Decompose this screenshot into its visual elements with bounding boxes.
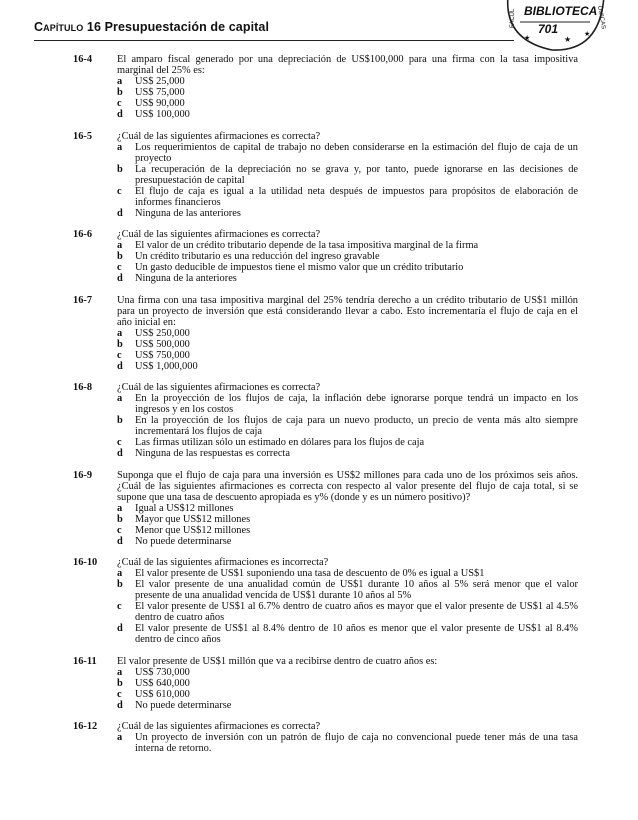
option-text: US$ 25,000: [135, 76, 185, 87]
option-c: [117, 262, 578, 273]
option-letter: d: [117, 448, 123, 459]
chapter-title: Presupuestación de capital: [104, 20, 270, 34]
option-b: [117, 339, 578, 350]
option-letter: c: [117, 437, 122, 448]
question-16-9: [73, 470, 578, 547]
option-c: [117, 525, 578, 536]
option-d: [117, 623, 578, 645]
option-text: US$ 75,000: [135, 87, 185, 98]
option-text: La recuperación de la depreciación no se grava y, por tanto, puede ignorarse en las decisiones de presupuestación de capital: [135, 163, 578, 186]
question-16-11: [73, 656, 578, 711]
question-number: 16-5: [73, 130, 93, 142]
question-number: 16-10: [73, 557, 98, 568]
option-text: No puede determinarse: [135, 535, 232, 547]
option-letter: a: [117, 732, 123, 743]
option-text: Ninguna de las respuestas es correcta: [135, 448, 290, 459]
option-letter: a: [117, 240, 123, 251]
question-number: 16-6: [73, 229, 93, 240]
option-letter: d: [117, 207, 123, 219]
option-text: Mayor que US$12 millones: [135, 513, 251, 525]
option-letter: c: [117, 185, 122, 197]
option-text: Un proyecto de inversión con un patrón de flujo de caja no convencional puede tener más de una tasa interna de retorno.: [135, 732, 578, 754]
option-d: [117, 448, 578, 459]
question-number: 16-4: [73, 54, 93, 65]
option-d: [117, 208, 578, 219]
option-text: US$ 640,000: [135, 677, 190, 689]
stamp-side-left-text: FACUL: [510, 8, 516, 28]
option-letter: c: [117, 688, 122, 700]
option-letter: a: [117, 502, 123, 514]
question-text: ¿Cuál de las siguientes afirmaciones es correcta?: [117, 229, 321, 240]
option-b: [117, 579, 578, 601]
question-text: Suponga que el flujo de caja para una inversión es US$2 millones para cada uno de los próximos seis años. ¿Cuál de las siguientes afirmaciones es correcta con respecto al valor presente del flujo de caja total, si se supone que una tasa de descuento apropiada es y% (donde y es un número positivo)?: [117, 469, 578, 503]
option-d: [117, 273, 578, 284]
option-letter: b: [117, 163, 123, 175]
option-letter: c: [117, 524, 122, 536]
option-text: US$ 750,000: [135, 349, 190, 361]
question-number: 16-9: [73, 469, 93, 481]
question-text: ¿Cuál de las siguientes afirmaciones es correcta?: [117, 382, 321, 393]
option-text: El valor presente de una anualidad común de US$1 durante 10 años al 5% será menor que el valor presente de una anualidad vencida de US$1 durante 10 años al 5%: [135, 579, 578, 601]
option-b: [117, 678, 578, 689]
option-a: [117, 142, 578, 164]
option-c: [117, 98, 578, 109]
option-text: Las firmas utilizan sólo un estimado en dólares para los flujos de caja: [135, 437, 425, 448]
question-16-12: [73, 721, 578, 754]
chapter-word: Capítulo: [34, 20, 84, 34]
header-rule: [34, 40, 514, 41]
question-16-8: [73, 382, 578, 459]
option-letter: d: [117, 109, 123, 120]
question-16-6: [73, 229, 578, 284]
question-16-4: [73, 54, 578, 120]
option-letter: c: [117, 349, 122, 361]
option-a: [117, 667, 578, 678]
option-text: US$ 500,000: [135, 338, 190, 350]
question-text: El valor presente de US$1 millón que va a recibirse dentro de cuatro años es:: [117, 655, 438, 667]
option-letter: d: [117, 535, 123, 547]
option-letter: b: [117, 251, 123, 262]
option-c: [117, 186, 578, 208]
question-16-7: [73, 295, 578, 372]
option-letter: b: [117, 677, 123, 689]
option-text: El flujo de caja es igual a la utilidad neta después de impuestos para propósitos de elaboración de informes financieros: [135, 185, 578, 208]
option-text: El valor de un crédito tributario depende de la tasa impositiva marginal de la firma: [135, 240, 479, 251]
option-text: US$ 250,000: [135, 327, 190, 339]
question-number: 16-12: [73, 721, 98, 732]
option-c: [117, 689, 578, 700]
option-letter: a: [117, 666, 123, 678]
option-letter: b: [117, 338, 123, 350]
option-text: El valor presente de US$1 al 6.7% dentro de cuatro años es mayor que el valor presente de US$1 al 4.5% dentro de cuatro años: [135, 601, 578, 623]
option-letter: d: [117, 623, 123, 634]
option-letter: a: [117, 568, 123, 579]
option-letter: a: [117, 141, 123, 153]
stamp-side-right-text: ÓMICAS: [596, 5, 607, 30]
option-b: [117, 87, 578, 98]
option-text: US$ 100,000: [135, 109, 190, 120]
library-stamp: [500, 0, 610, 60]
option-a: [117, 328, 578, 339]
option-letter: b: [117, 87, 123, 98]
option-letter: d: [117, 699, 123, 711]
option-c: [117, 601, 578, 623]
option-text: US$ 1,000,000: [135, 360, 198, 372]
question-text: ¿Cuál de las siguientes afirmaciones es incorrecta?: [117, 557, 329, 568]
option-letter: d: [117, 273, 123, 284]
question-text: Una firma con una tasa impositiva marginal del 25% tendría derecho a un crédito tributario de US$1 millón para un proyecto de inversión que está considerando llevar a cabo. Esto incrementaría el flujo de caja en el año inicial en:: [117, 294, 578, 328]
option-text: Un crédito tributario es una reducción del ingreso gravable: [135, 251, 380, 262]
option-b: [117, 415, 578, 437]
option-a: [117, 503, 578, 514]
option-text: El valor presente de US$1 al 8.4% dentro de 10 años es menor que el valor presente de US$1 al 8.4% dentro de cinco años: [135, 623, 578, 645]
option-letter: b: [117, 579, 123, 590]
page-header: [34, 20, 269, 34]
question-16-5: [73, 131, 578, 219]
option-c: [117, 437, 578, 448]
option-a: [117, 393, 578, 415]
option-text: En la proyección de los flujos de caja para un nuevo producto, un precio de venta más alto siempre incrementará los flujos de caja: [135, 415, 578, 437]
option-text: US$ 90,000: [135, 98, 185, 109]
option-letter: b: [117, 513, 123, 525]
stamp-number-text: 701: [538, 22, 559, 36]
question-text: ¿Cuál de las siguientes afirmaciones es correcta?: [117, 130, 321, 142]
option-d: [117, 361, 578, 372]
option-text: Ninguna de las anteriores: [135, 207, 241, 219]
option-letter: d: [117, 360, 123, 372]
option-letter: a: [117, 327, 123, 339]
question-number: 16-8: [73, 382, 93, 393]
question-number: 16-11: [73, 655, 97, 667]
option-text: El valor presente de US$1 suponiendo una tasa de descuento de 0% es igual a US$1: [135, 568, 485, 579]
star-icon: ★: [564, 35, 572, 44]
option-b: [117, 251, 578, 262]
option-text: No puede determinarse: [135, 699, 232, 711]
stamp-library-text: BIBLIOTECA: [524, 4, 598, 18]
chapter-number: 16: [86, 20, 102, 34]
star-icon: ★: [524, 34, 531, 42]
option-c: [117, 350, 578, 361]
question-16-10: [73, 557, 578, 645]
option-d: [117, 109, 578, 120]
option-text: US$ 730,000: [135, 666, 190, 678]
option-a: [117, 240, 578, 251]
option-letter: c: [117, 601, 122, 612]
option-letter: c: [117, 262, 122, 273]
option-text: Menor que US$12 millones: [135, 524, 251, 536]
star-icon: ★: [584, 30, 591, 38]
option-letter: a: [117, 76, 123, 87]
option-letter: a: [117, 393, 123, 404]
question-text: ¿Cuál de las siguientes afirmaciones es correcta?: [117, 721, 321, 732]
question-list: [73, 54, 578, 765]
option-letter: c: [117, 98, 122, 109]
option-text: En la proyección de los flujos de caja, la inflación debe ignorarse porque tendrá un impacto en los ingresos y en los costos: [135, 393, 578, 415]
option-a: [117, 732, 578, 754]
option-a: [117, 76, 578, 87]
option-letter: b: [117, 415, 123, 426]
option-text: Los requerimientos de capital de trabajo no deben considerarse en la estimación del flujo de caja de un proyecto: [135, 141, 578, 164]
option-d: [117, 700, 578, 711]
option-b: [117, 514, 578, 525]
option-d: [117, 536, 578, 547]
option-text: Un gasto deducible de impuestos tiene el mismo valor que un crédito tributario: [135, 262, 464, 273]
option-text: Ninguna de la anteriores: [135, 273, 237, 284]
option-a: [117, 568, 578, 579]
option-text: US$ 610,000: [135, 688, 190, 700]
question-text: El amparo fiscal generado por una depreciación de US$100,000 para una firma con la tasa impositiva marginal del 25% es:: [117, 54, 578, 76]
option-b: [117, 164, 578, 186]
question-number: 16-7: [73, 294, 93, 306]
option-text: Igual a US$12 millones: [135, 502, 234, 514]
